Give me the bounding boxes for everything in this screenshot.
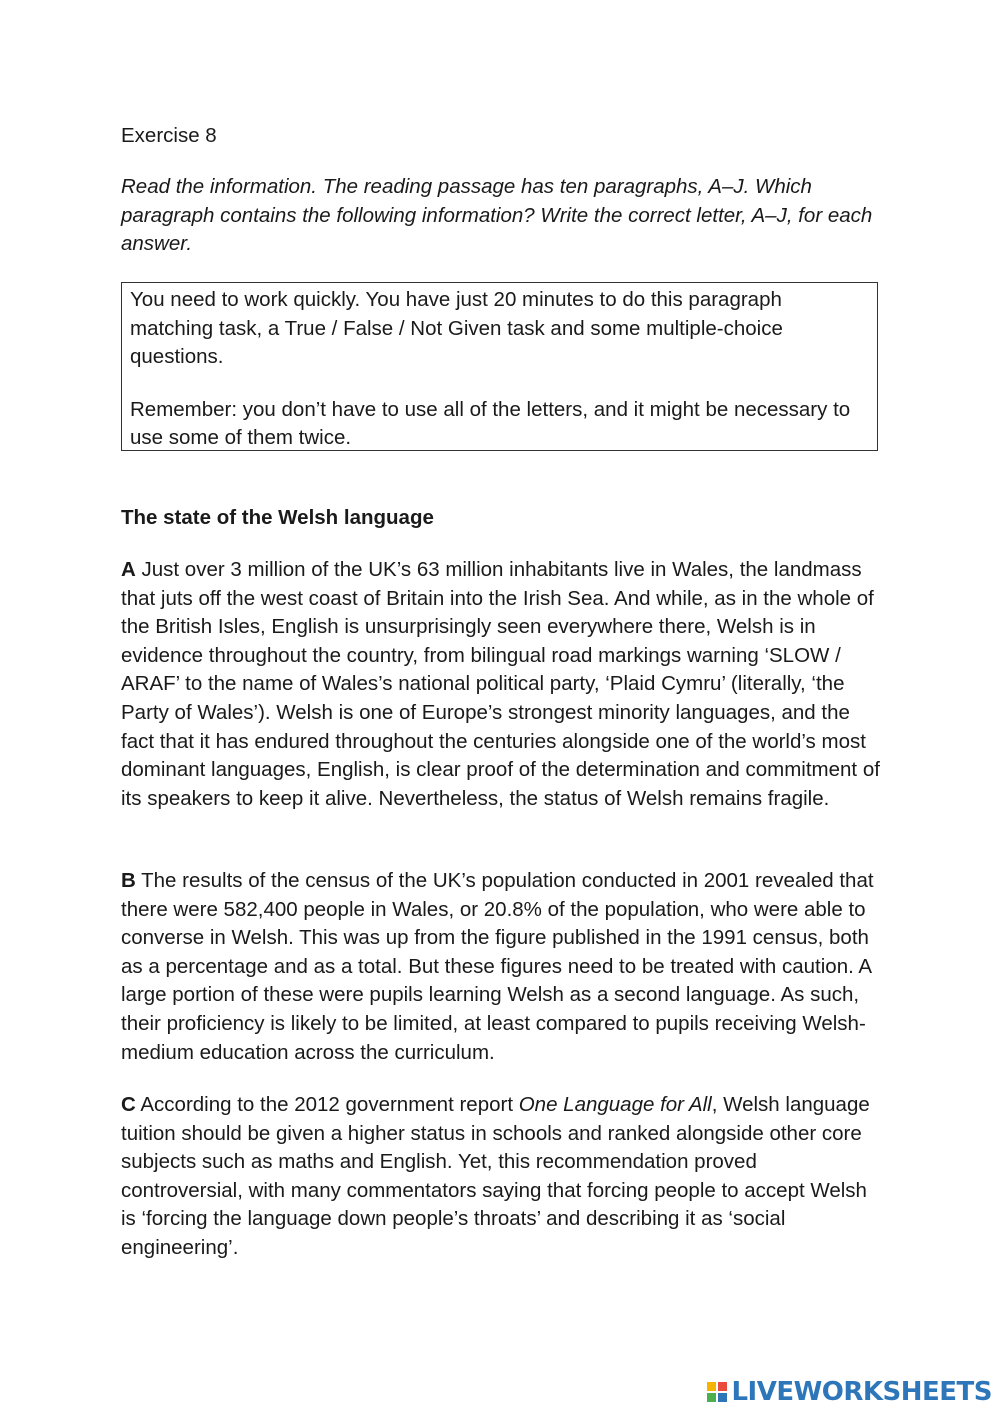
report-title: One Language for All bbox=[518, 1093, 712, 1116]
logo-mark-icon bbox=[707, 1382, 727, 1402]
paragraph-a bbox=[121, 556, 881, 813]
paragraph-letter: A bbox=[121, 558, 136, 581]
logo-text: LIVEWORKSHEETS bbox=[731, 1377, 992, 1407]
paragraph-text: Just over 3 million of the UK’s 63 million inhabitants live in Wales, the landmass that juts off the west coast of Britain into the Irish Sea. And while, as in the whole of the British Isles, English is unsurprisingly seen everywhere there, Welsh is in evidence throughout the country, from bilingual road markings warning ‘SLOW / ARAF’ to the name of Wales’s national political party, ‘Plaid Cymru’ (literally, ‘the Party of Wales’). Welsh is one of Europe’s strongest minority languages, and the fact that it has endured throughout the centuries alongside one of the world’s most dominant languages, English, is clear proof of the determination and commitment of its speakers to keep it alive. Nevertheless, the status of Welsh remains fragile. bbox=[121, 558, 880, 810]
paragraph-letter: B bbox=[121, 869, 136, 892]
liveworksheets-logo[interactable] bbox=[707, 1377, 992, 1407]
info-box-line-2: Remember: you don’t have to use all of the letters, and it might be necessary to use some of them twice. bbox=[130, 397, 851, 449]
paragraph-text-before: According to the 2012 government report bbox=[135, 1093, 519, 1116]
logo-square-2 bbox=[718, 1382, 727, 1391]
instructions: Read the information. The reading passage has ten paragraphs, A–J. Which paragraph contains the following information? Write the correct letter, A–J, for each answer. bbox=[121, 175, 873, 255]
logo-square-4 bbox=[718, 1393, 727, 1402]
paragraph-letter: C bbox=[121, 1093, 136, 1116]
info-box-line-1: You need to work quickly. You have just 20 minutes to do this paragraph matching task, a True / False / Not Given task and some multiple-choice questions. bbox=[130, 288, 783, 368]
paragraph-text: The results of the census of the UK’s population conducted in 2001 revealed that there were 582,400 people in Wales, or 20.8% of the population, who were able to converse in Welsh. This was up from the figure published in the 1991 census, both as a percentage and as a total. But these figures need to be treated with caution. A large portion of these were pupils learning Welsh as a second language. As such, their proficiency is likely to be limited, at least compared to pupils receiving Welsh-medium education across the curriculum. bbox=[121, 869, 874, 1064]
passage-title: The state of the Welsh language bbox=[121, 506, 434, 529]
logo-square-3 bbox=[707, 1393, 716, 1402]
info-box bbox=[121, 282, 878, 451]
paragraph-c bbox=[121, 1091, 881, 1263]
paragraph-b bbox=[121, 867, 881, 1067]
logo-square-1 bbox=[707, 1382, 716, 1391]
paragraph-text-after: , Welsh language tuition should be given a higher status in schools and ranked alongside other core subjects such as maths and English. Yet, this recommendation proved controversial, with many commentators saying that forcing people to accept Welsh is ‘forcing the language down people’s throats’ and describing it as ‘social engineering’. bbox=[121, 1093, 870, 1259]
exercise-heading: Exercise 8 bbox=[121, 124, 217, 147]
